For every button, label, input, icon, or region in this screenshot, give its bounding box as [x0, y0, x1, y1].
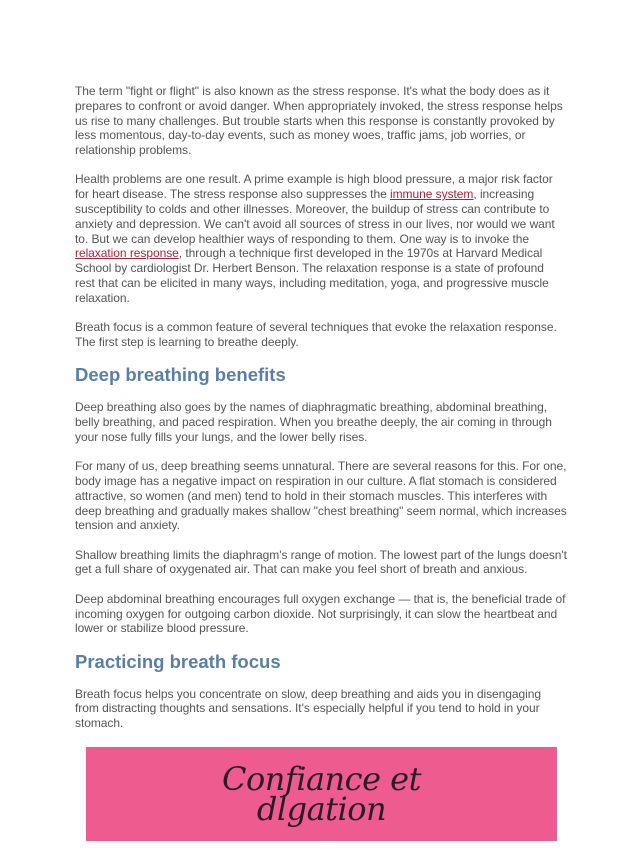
- banner-line-1: Confiance et: [222, 760, 421, 798]
- paragraph-breath-focus-helps: Breath focus helps you concentrate on slow, deep breathing and aids you in disengaging from distracting thoughts and sensations. It's especially helpful if you tend to hold in your stomach.: [75, 686, 542, 731]
- promo-banner: [86, 747, 557, 841]
- heading-practicing-breath-focus: Practicing breath focus: [75, 650, 281, 672]
- paragraph-fight-or-flight: The term "fight or flight" is also known as the stress response. It's what the body does as it prepares to confront or avoid danger. When appropriately invoked, the stress response helps us rise to many challenges. But trouble starts when this response is constantly provoked by less momentous, day-to-day events, such as money woes, traffic jams, job worries, or relationship problems.: [75, 84, 563, 158]
- banner-line-2: dlgation: [256, 790, 387, 828]
- paragraph-text: , increasing susceptibility to colds and other illnesses. Moreover, the buildup of stress can contribute to anxiety and depression. We can't avoid all sources of stress in our lives, nor would we want to. But we can develop healthier ways of responding to them. One way is to invoke the: [75, 187, 555, 246]
- paragraph-text: , through a technique first developed in the 1970s at Harvard Medical School by cardiologist Dr. Herbert Benson. The relaxation response is a state of profound rest that can be elicited in many ways, including meditation, yoga, and progressive muscle relaxation.: [75, 246, 549, 305]
- paragraph-text: Health problems are one result. A prime example is high blood pressure, a major risk factor for heart disease. The stress response also suppresses the: [75, 172, 553, 202]
- paragraph-shallow-breathing: Shallow breathing limits the diaphragm's range of motion. The lowest part of the lungs doesn't get a full share of oxygenated air. That can make you feel short of breath and anxious.: [75, 547, 567, 577]
- banner-text: [222, 760, 421, 828]
- paragraph-breath-focus-intro: Breath focus is a common feature of several techniques that evoke the relaxation response. The first step is learning to breathe deeply.: [75, 320, 557, 349]
- paragraph-health-problems: [75, 172, 567, 305]
- paragraph-unnatural: For many of us, deep breathing seems unnatural. There are several reasons for this. For one, body image has a negative impact on respiration in our culture. A flat stomach is considered attractive, so women (and men) tend to hold in their stomach muscles. This interferes with deep breathing and gradually makes shallow "chest breathing" seem normal, which increases tension and anxiety.: [75, 459, 567, 533]
- relaxation-response-link[interactable]: relaxation response: [75, 246, 179, 261]
- heading-deep-breathing-benefits: Deep breathing benefits: [75, 364, 286, 386]
- article-body: [75, 84, 567, 746]
- paragraph-oxygen-exchange: Deep abdominal breathing encourages full oxygen exchange — that is, the beneficial trade of incoming oxygen for outgoing carbon dioxide. Not surprisingly, it can slow the heartbeat and lower or stabilize blood pressure.: [75, 591, 566, 636]
- immune-system-link[interactable]: immune system: [390, 187, 474, 202]
- paragraph-deep-breathing-names: Deep breathing also goes by the names of diaphragmatic breathing, abdominal breathing, belly breathing, and paced respiration. When you breathe deeply, the air coming in through your nose fully fills your lungs, and the lower belly rises.: [75, 400, 552, 444]
